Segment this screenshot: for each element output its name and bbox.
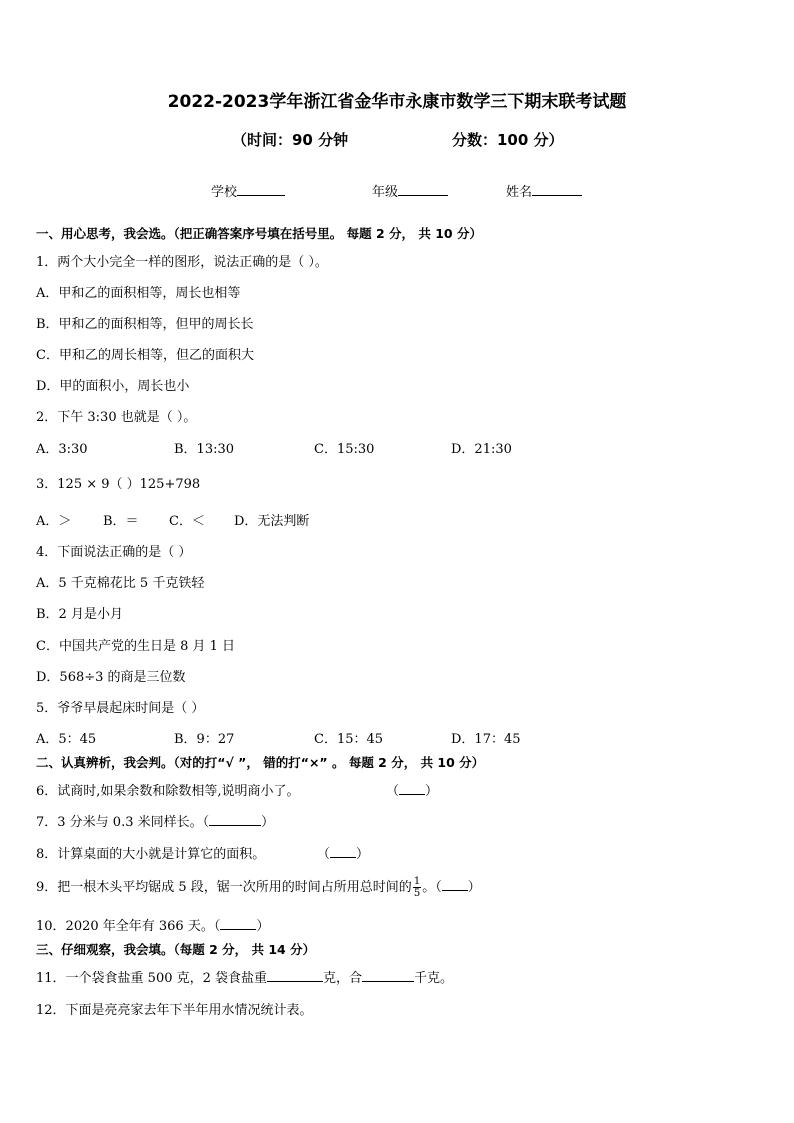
q3-option-c[interactable]: C．＜ <box>169 514 205 529</box>
exam-score: 分数：100 分） <box>452 131 564 149</box>
q3-option-a[interactable]: A．＞ <box>36 514 72 529</box>
q11-text-b: 克，合 <box>323 971 363 986</box>
q8-paren-open: （ <box>317 847 331 862</box>
question-5: 5．爷爷早晨起床时间是（ ） <box>36 701 205 716</box>
question-10 <box>36 915 269 934</box>
question-12: 12．下面是亮亮家去年下半年用水情况统计表。 <box>36 1003 313 1018</box>
q1-option-c[interactable]: C．甲和乙的周长相等，但乙的面积大 <box>36 348 254 363</box>
school-label: 学校 <box>211 185 238 200</box>
q10-text: 10．2020 年全年有 366 天。（ <box>36 919 221 934</box>
q8-answer[interactable] <box>317 843 369 862</box>
q10-blank[interactable] <box>220 917 256 930</box>
question-2: 2．下午 3:30 也就是（ ）。 <box>36 410 197 425</box>
name-field <box>506 181 582 200</box>
question-3: 3．125 × 9（ ）125+798 <box>36 477 201 492</box>
question-11 <box>36 967 453 986</box>
q9-paren-close: ） <box>467 880 481 895</box>
q6-paren-close: ） <box>425 784 439 799</box>
q4-option-a[interactable]: A．5 千克棉花比 5 千克铁轻 <box>36 576 205 591</box>
school-field <box>211 181 285 200</box>
q9-fraction <box>413 876 421 899</box>
q1-option-d[interactable]: D．甲的面积小，周长也小 <box>36 379 190 394</box>
q6-answer[interactable] <box>386 780 438 799</box>
q7-text: 7．3 分米与 0.3 米同样长。（ <box>36 815 210 830</box>
q10-paren-close: ） <box>256 919 270 934</box>
q9-denominator: 5 <box>413 888 421 899</box>
q2-option-c[interactable]: C．15:30 <box>314 442 375 457</box>
q9-numerator: 1 <box>413 876 421 887</box>
q11-blank-kg[interactable] <box>362 969 414 982</box>
q2-option-b[interactable]: B．13:30 <box>174 442 235 457</box>
q11-text-c: 千克。 <box>414 971 454 986</box>
q9-text-after: 。（ <box>422 880 442 895</box>
page-title: 2022-2023学年浙江省金华市永康市数学三下期末联考试题 <box>167 92 627 112</box>
q7-blank[interactable] <box>209 813 261 826</box>
q5-option-b[interactable]: B．9：27 <box>174 732 235 747</box>
q8-paren-close: ） <box>356 847 370 862</box>
section-1-heading: 一、用心思考，我会选。（把正确答案序号填在括号里。 每题 2 分， 共 10 分） <box>36 226 482 241</box>
q8-blank[interactable] <box>330 845 356 858</box>
question-6: 6．试商时,如果余数和除数相等,说明商小了。 <box>36 784 300 799</box>
q5-option-d[interactable]: D．17：45 <box>451 732 521 747</box>
q3-option-d[interactable]: D．无法判断 <box>234 514 310 529</box>
question-8: 8．计算桌面的大小就是计算它的面积。 <box>36 847 266 862</box>
q4-option-d[interactable]: D．568÷3 的商是三位数 <box>36 670 186 685</box>
school-blank[interactable] <box>237 183 285 196</box>
q9-text: 9．把一根木头平均锯成 5 段，锯一次所用的时间占所用总时间的 <box>36 880 412 895</box>
q5-option-a[interactable]: A．5：45 <box>36 732 97 747</box>
question-9 <box>36 876 481 899</box>
q1-option-a[interactable]: A．甲和乙的面积相等，周长也相等 <box>36 286 241 301</box>
name-label: 姓名 <box>506 185 533 200</box>
q3-option-b[interactable]: B．＝ <box>103 514 139 529</box>
q6-paren-open: （ <box>386 784 400 799</box>
exam-time: （时间：90 分钟 <box>232 131 349 149</box>
q4-option-b[interactable]: B．2 月是小月 <box>36 607 123 622</box>
name-blank[interactable] <box>532 183 582 196</box>
section-3-heading: 三、仔细观察，我会填。（每题 2 分， 共 14 分） <box>36 942 316 957</box>
question-7 <box>36 811 274 830</box>
grade-label: 年级 <box>372 185 399 200</box>
question-1: 1．两个大小完全一样的图形，说法正确的是（ ）。 <box>36 255 328 270</box>
q9-blank[interactable] <box>442 878 468 891</box>
q1-option-b[interactable]: B．甲和乙的面积相等，但甲的周长长 <box>36 317 254 332</box>
question-4: 4．下面说法正确的是（ ） <box>36 545 192 560</box>
q7-paren-close: ） <box>261 815 275 830</box>
q6-blank[interactable] <box>399 782 425 795</box>
q11-blank-grams[interactable] <box>267 969 323 982</box>
q4-option-c[interactable]: C．中国共产党的生日是 8 月 1 日 <box>36 639 236 654</box>
q11-text-a: 11．一个袋食盐重 500 克，2 袋食盐重 <box>36 971 268 986</box>
section-2-heading: 二、认真辨析，我会判。（对的打“√ ”， 错的打“×” 。 每题 2 分， 共 10 分） <box>36 755 485 770</box>
grade-blank[interactable] <box>398 183 448 196</box>
q2-option-d[interactable]: D．21:30 <box>451 442 512 457</box>
grade-field <box>372 181 448 200</box>
q5-option-c[interactable]: C．15：45 <box>314 732 384 747</box>
q2-option-a[interactable]: A．3:30 <box>36 442 88 457</box>
